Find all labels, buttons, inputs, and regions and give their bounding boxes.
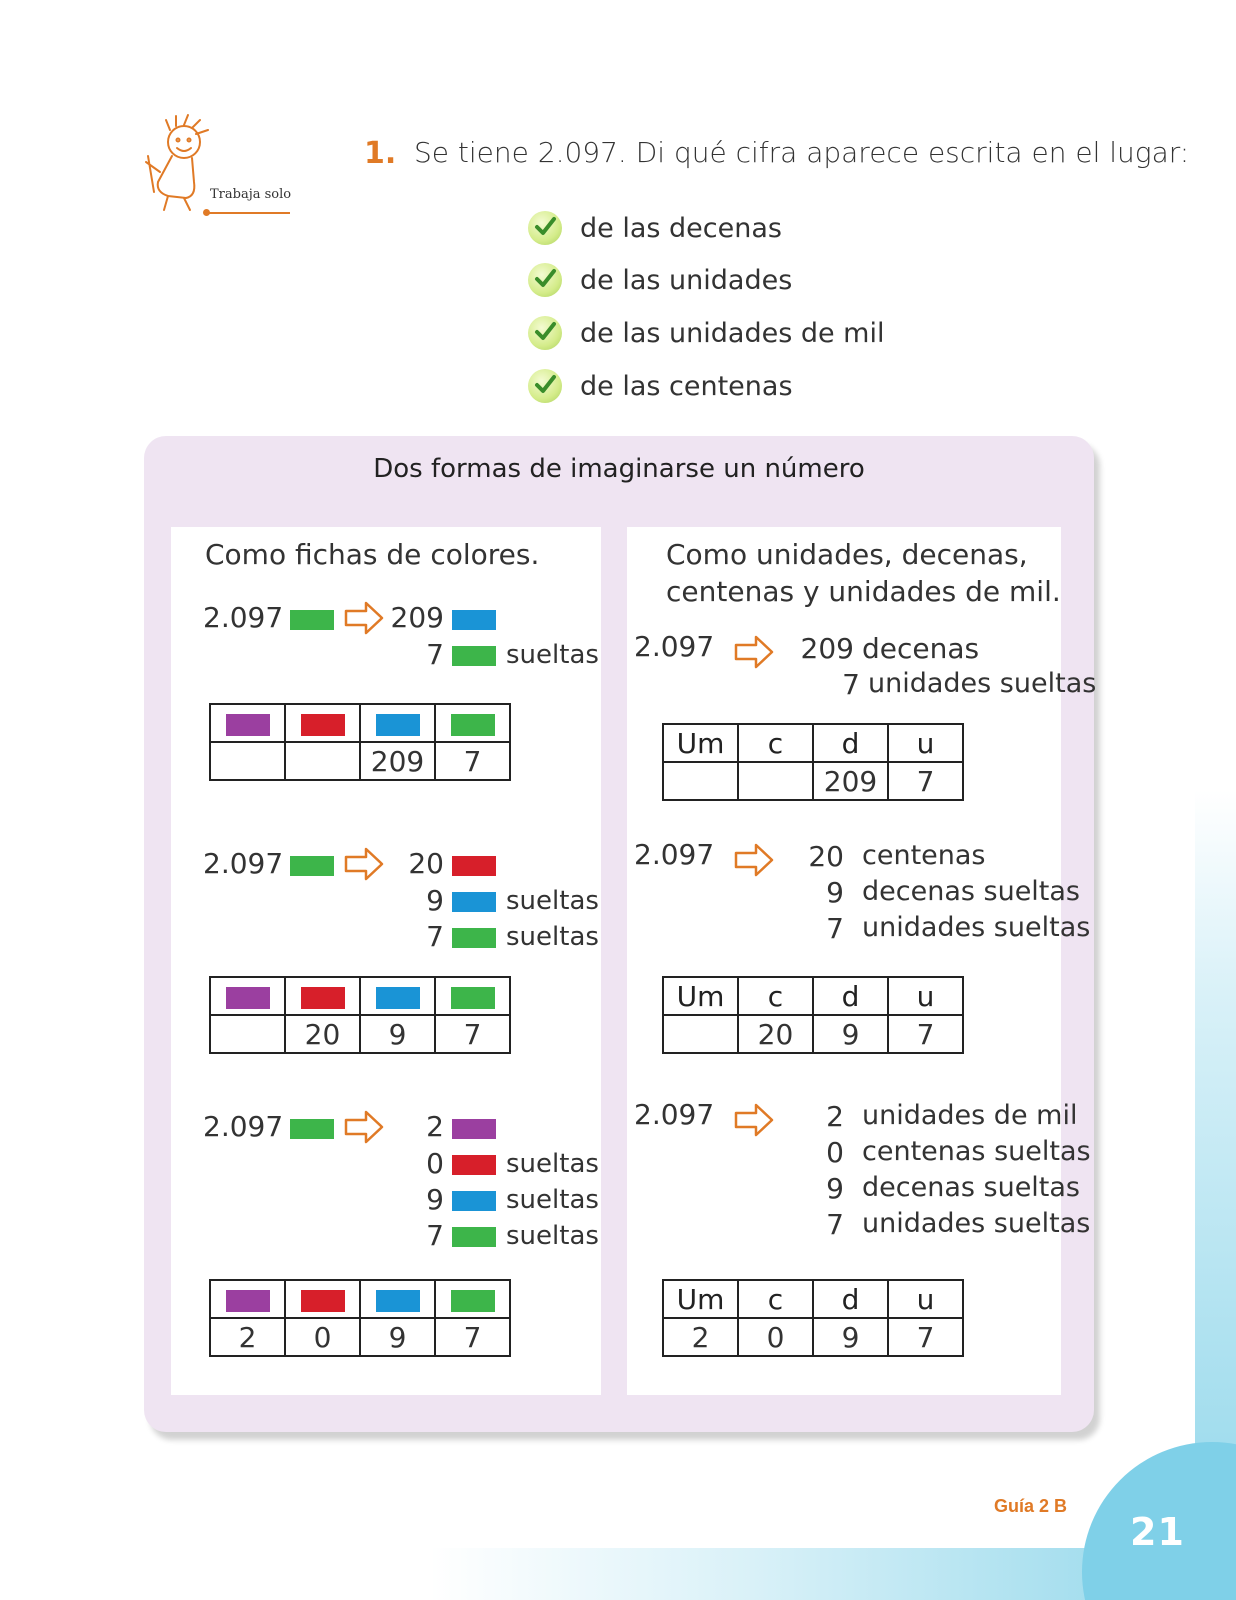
place-value-count: 7 [826,912,844,945]
place-value-table [662,723,964,801]
place-value-count: 9 [826,876,844,909]
place-value-count: 20 [808,840,844,873]
left-heading: Como fichas de colores. [205,538,540,571]
place-value-label: decenas sueltas [862,876,1081,907]
column-header-d: d [813,977,888,1015]
check-icon [528,316,562,350]
loose-label: sueltas [506,1221,599,1251]
column-header-um: Um [663,1280,738,1318]
place-value-label: unidades sueltas [868,668,1097,699]
blue-column-header [360,704,435,742]
arrow-icon [734,1103,774,1137]
place-value-table [662,1279,964,1357]
number-label: 2.097 [203,601,284,634]
check-icon [528,263,562,297]
question-text: Se tiene 2.097. Di qué cifra aparece escrita en el lugar: [414,136,1190,169]
chip-count: 9 [426,1183,444,1216]
color-table [209,1279,511,1357]
green-column-header [435,704,510,742]
chip-count: 7 [426,638,444,671]
column-header-u: u [888,977,963,1015]
table-cell: 7 [435,742,510,780]
table-cell: 209 [813,762,888,800]
place-value-count: 0 [826,1136,844,1169]
option-item [528,313,884,353]
red-column-header [285,704,360,742]
work-alone-label: Trabaja solo [210,187,292,202]
right-heading-line1: Como unidades, decenas, [666,538,1028,571]
loose-label: sueltas [506,886,599,916]
table-cell: 20 [285,1015,360,1053]
place-value-label: decenas sueltas [862,1172,1081,1203]
table-cell: 9 [360,1318,435,1356]
number-label: 2.097 [203,847,284,880]
place-value-label: unidades sueltas [862,1208,1091,1239]
table-cell: 0 [285,1318,360,1356]
table-cell [210,1015,285,1053]
child-writing-icon [138,112,218,212]
blue-chip [452,1191,496,1211]
number-label: 2.097 [634,630,715,663]
green-chip [452,928,496,948]
place-value-count: 2 [826,1100,844,1133]
table-cell [663,1015,738,1053]
number-label: 2.097 [634,838,715,871]
chip-count: 7 [426,1219,444,1252]
purple-column-header [210,977,285,1015]
red-chip [301,714,345,736]
table-cell [738,762,813,800]
option-text: de las unidades de mil [580,317,885,349]
place-value-label: unidades sueltas [862,912,1091,943]
arrow-icon [344,847,384,881]
purple-chip [226,714,270,736]
number-label: 2.097 [203,1110,284,1143]
table-cell: 2 [210,1318,285,1356]
place-value-table [662,976,964,1054]
guide-label: Guía 2 B [994,1496,1068,1516]
table-cell: 7 [435,1015,510,1053]
green-chip [451,987,495,1009]
green-chip [290,610,334,630]
purple-chip [452,1119,496,1139]
color-table [209,976,511,1054]
green-chip [452,1227,496,1247]
green-column-header [435,1280,510,1318]
table-cell: 7 [888,1015,963,1053]
table-cell [210,742,285,780]
panel-title: Dos formas de imaginarse un número [373,454,865,484]
green-chip [290,1119,334,1139]
table-cell: 2 [663,1318,738,1356]
loose-label: sueltas [506,922,599,952]
column-header-c: c [738,724,813,762]
place-value-count: 7 [842,668,860,701]
purple-chip [226,1290,270,1312]
table-cell: 20 [738,1015,813,1053]
color-table [209,703,511,781]
check-icon [528,369,562,403]
purple-chip [226,987,270,1009]
blue-chip [376,987,420,1009]
number-label: 2.097 [634,1098,715,1131]
arrow-icon [344,601,384,635]
column-header-c: c [738,977,813,1015]
place-value-label: decenas [862,632,980,665]
column-header-um: Um [663,724,738,762]
loose-label: sueltas [506,1185,599,1215]
purple-column-header [210,704,285,742]
green-column-header [435,977,510,1015]
divider-dot [203,209,210,216]
table-cell [285,742,360,780]
arrow-icon [344,1110,384,1144]
red-column-header [285,977,360,1015]
table-cell: 209 [360,742,435,780]
table-cell: 7 [888,1318,963,1356]
blue-chip [376,1290,420,1312]
table-cell: 9 [813,1318,888,1356]
option-item [528,366,793,406]
column-header-c: c [738,1280,813,1318]
red-chip [452,1155,496,1175]
purple-column-header [210,1280,285,1318]
place-value-label: unidades de mil [862,1100,1078,1131]
column-header-u: u [888,1280,963,1318]
blue-chip [376,714,420,736]
red-chip [301,1290,345,1312]
blue-column-header [360,977,435,1015]
column-header-d: d [813,1280,888,1318]
arrow-icon [734,843,774,877]
table-cell: 9 [360,1015,435,1053]
green-chip [451,1290,495,1312]
option-text: de las centenas [580,370,793,402]
question-number: 1. [364,136,397,171]
blue-chip [452,610,496,630]
green-chip [451,714,495,736]
divider-line [206,212,290,214]
table-cell: 7 [888,762,963,800]
blue-column-header [360,1280,435,1318]
check-icon [528,211,562,245]
green-chip [290,856,334,876]
page-number: 21 [1130,1510,1185,1554]
table-cell: 7 [435,1318,510,1356]
red-chip [301,987,345,1009]
chip-count: 209 [390,601,444,634]
loose-label: sueltas [506,1149,599,1179]
arrow-icon [734,635,774,669]
green-chip [452,646,496,666]
red-chip [452,856,496,876]
red-column-header [285,1280,360,1318]
column-header-u: u [888,724,963,762]
chip-count: 20 [408,847,444,880]
place-value-label: centenas [862,840,986,871]
option-item [528,260,792,300]
table-cell: 0 [738,1318,813,1356]
place-value-count: 9 [826,1172,844,1205]
column-header-um: Um [663,977,738,1015]
blue-chip [452,892,496,912]
place-value-count: 7 [826,1208,844,1241]
chip-count: 9 [426,884,444,917]
option-text: de las unidades [580,264,793,296]
right-heading-line2: centenas y unidades de mil. [666,575,1061,608]
chip-count: 0 [426,1147,444,1180]
option-text: de las decenas [580,212,782,244]
place-value-count: 209 [800,632,854,665]
table-cell [663,762,738,800]
option-item [528,208,782,248]
column-header-d: d [813,724,888,762]
chip-count: 7 [426,920,444,953]
loose-label: sueltas [506,640,599,670]
chip-count: 2 [426,1110,444,1143]
table-cell: 9 [813,1015,888,1053]
place-value-label: centenas sueltas [862,1136,1091,1167]
